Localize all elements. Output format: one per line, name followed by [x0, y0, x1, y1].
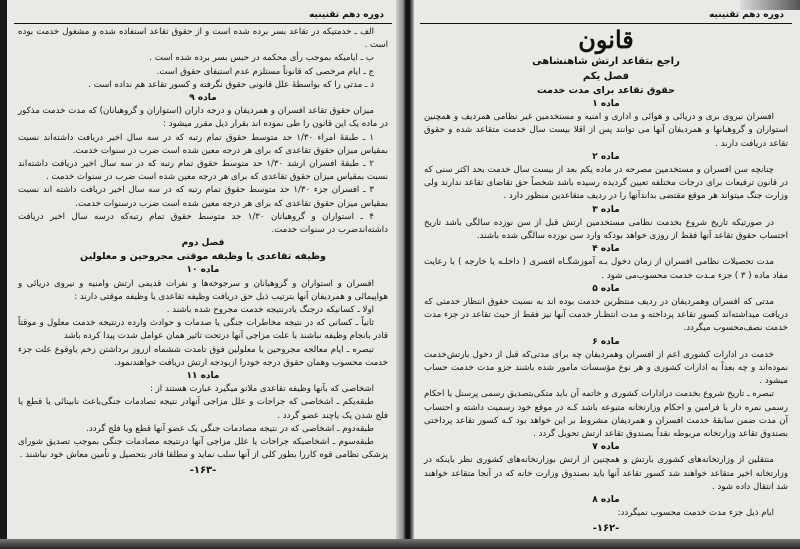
article-heading: ماده ۳ — [592, 204, 620, 215]
article-heading: فصل دوم — [181, 238, 225, 249]
paragraph: ب ـ ایامیکه بموجب رأی محکمه در حبس بسر برده شده است . — [149, 53, 374, 64]
page-number: -۱۶۲- — [592, 522, 620, 534]
document-title: قانون — [578, 25, 634, 54]
paragraph: تبصره ـ تاریخ شروع بخدمت درادارات کشوری و خاتمه آن باید متکی‌بتصدیق رسمی پرسنل یا احکام رسمی نمره دار یا فرامین و احکام وزارتخانه متبوعه باشد کـه در موقع خود رسمیت داشته و احتساب آن مدت ضمن سابقهٔ خدمت افسران و همردیفان مشروط بر این خواهد بود کـه کسور تقاعد پرداختی بصندوق تقاعد وزارتخانه مربوطه نقداً بصندوق تقاعد ارتش تحویل گردد . — [424, 389, 788, 440]
article-heading: ماده ۱ — [592, 99, 620, 109]
paragraph: طبقه‌سوم ـ اشخاصیکه جراحات یا علل مزاجی آنها درنتیجه مصادمات جنگی بموجب تصدیق شورای پزشکی نظامی قوه کاررا بطور کلی از آنها سلب نماید و مطلقا قادر بتحصیل و تأمین معاش خود نباشند . — [18, 437, 388, 461]
scan-edge-left — [0, 0, 7, 549]
page-content — [14, 26, 392, 463]
section-heading: حقوق تقاعد برای مدت خدمت — [537, 85, 675, 96]
article-heading: ماده ۵ — [592, 283, 620, 294]
paragraph: منتقلین از وزارتخانه‌های کشوری بارتش و همچنین از ارتش بوزارتخانه‌های کشوری نظر باینکه در وزارتخانه اخیر متقاعد خواهند شد کسور تقاعد آنها باید بصندوق وزارت خانه که در آنجا متقاعد خواهند شد انتقال داده شود . — [424, 455, 788, 492]
page-right — [420, 0, 792, 535]
subtitle: راجع بتقاعد ارتش شاهنشاهی — [532, 56, 680, 67]
article-heading: ماده ۶ — [592, 336, 620, 347]
paragraph: اولا ـ کسانیکه درجنگ یادرنتیجه خدمت مجروح شده باشند . — [166, 305, 374, 316]
article-heading: ماده ۸ — [592, 495, 620, 506]
paragraph: افسران نیروی بری و دریائی و هوائی و اداری و امنیه و مستخدمین غیر نظامی همردیف و همچنین استواران و گروهبانها و همردیفان آنها می توانند پس از اقلا بیست سال خدمت متقاعد شده و حقوق تقاعد دریافت دارند . — [424, 112, 788, 149]
scan-edge-bottom — [0, 539, 800, 549]
paragraph: ثانیاً ـ کسانی که در نتیجه مخاطرات جنگی یا صدمات و حوادث وارده درنتیجه خدمت معلول و موقتاً قادر بانجام وظیفه نباشند یا علت مزاجی آنها درتحت تاثیر همان عوامل شدت پیدا کرده باشد — [18, 318, 388, 342]
paragraph: خدمت در ادارات کشوری اعم از افسران وهمردیفان چه برای مدتی‌که قبل از دخول بارتش‌خدمت نموده‌اند و چه بعداً به ادارات کشوری و هر نوع مؤسسات مامور شده باشند جزو مدت خدمت حساب میشود . — [424, 349, 788, 387]
section-heading: وظیفه تقاعدی یا وظیفه موقتی مجروحین و معلولین — [80, 251, 326, 263]
book-gutter — [396, 0, 414, 549]
paragraph: اشخاصی که بآنها وظیفه تقاعدی ملاتو میگیرد عبارت هستند از : — [149, 384, 374, 395]
article-heading: ماده ۹ — [189, 93, 217, 104]
paragraph: تبصره ـ ایام معالجه مجروحین یا معلولین فوق تامدت ششماه ازروز برداشتن زخم یاوقوع علت جزء خدمت محسوب وهمان حقوق درجه خودرا ازبودجه ارتش دریافت خواهندنمود. — [18, 344, 388, 368]
paragraph: ۲ ـ طبقهٔ افسران ارشد ۱/۳۰ حد متوسط حقوق تمام رتبه که در سه سال اخیر دریافت داشته‌اند نسبت بمقیاس میزان حقوق تقاعدی که برای هر درجه معین شده است ضرب در سنوات خدمت . — [18, 159, 388, 183]
paragraph: مدت تحصیلات نظامی افسران از زمان دخول بـه آموزشگـاه افسری ( داخلـه یا خارجه ) با رعایت مفاد ماده ( ۳ ) جزء مـدت خدمت محسوب‌می شود . — [424, 257, 788, 281]
paragraph: در صورتیکه تاریخ شروع بخدمت نظامی مستخدمین ارتش قبل از سن نوزده سالگی باشد تاریخ احتساب حقوق تقاعد آنها فقط از روزی خواهد بودکه وارد سن نوزده سالگی شده باشند. — [424, 217, 788, 242]
paragraph: مدتی که افسران وهمردیفان در ردیف منتظرین خدمت بوده اند به نسبت حقوق انتظار خدمتی که دریافت میداشته‌اند کسور تقاعد پرداخته و مدت انتظـار خدمت آنها نیز فقط از حیث تقاعد در جزء مدت خدمت نصف‌محسوب میگردد. — [424, 297, 788, 334]
page-content — [420, 26, 792, 521]
paragraph: افسران و استواران و گروهبانان و سرجوخه‌ها و نفرات قدیمی ارتش وامنیه و نیروی دریائی و هواپیمائی و همردیفان آنها بترتیب ذیل حق دریافت وظیفه تقاعدی یا وظیفه موقتی دارند : — [18, 278, 388, 302]
paragraph: میزان حقوق تقاعد افسران و همردیفان و درجه داران (استواران و گروهبانان) که مدت خدمت مذکور در ماده یک این قانون را طی نموده اند بقرار ذیل مقرر میشود : — [18, 106, 388, 130]
page-left — [14, 0, 392, 477]
article-heading: ماده ۱۰ — [186, 265, 220, 276]
paragraph: چنانچه سن افسران و مستخدمین مصرحه در ماده یکم بعد از بیست سال خدمت بحد اکثر سنی که در قانون ترفیعات برای درجات مختلفه تعیین گردیده رسیده باشد شخصاً حق تقاضای تقاعد ندارند ولی وزارت جنگ میتواند هر موقع مقتضی بداندآنها را در ردیف متقاعدین منظور دارد . — [424, 165, 788, 202]
page-number: -۱۶۳- — [189, 464, 217, 476]
article-heading: ماده ۴ — [592, 244, 620, 255]
paragraph: الف ـ خدمتیکه در تقاعد بسر برده شده است و از حقوق تقاعد استفاده شده و مشغول خدمت بوده است . — [18, 27, 388, 51]
article-heading: ماده ۷ — [592, 442, 620, 453]
paragraph: ایام ذیل جزء مدت خدمت محسوب نمیگردد: — [617, 508, 774, 519]
article-heading: ماده ۲ — [592, 151, 620, 162]
paragraph: ۳ ـ افسران جزء ۱/۳۰ حد متوسط حقوق تمام رتبه که در سه سال اخیر دریافت داشته اند نسبت بمقیاس میزان حقوق تقاعدی که برای هر درجه معین شده است ضرب درسنوات خدمت. — [18, 185, 388, 209]
paragraph: ج ـ ایام مرخصی که قانوناً مستلزم عدم استیفای حقوق است. — [156, 66, 374, 77]
running-header: دوره دهم تقنینیه — [420, 0, 792, 24]
paragraph: ۴ ـ استواران و گروهبانان ۱/۳۰ حد متوسط حقوق تمام رتبه‌که درسه سال اخیر دریافت داشته‌اندضرب در سنوات خدمت. — [18, 211, 388, 236]
paragraph: د ـ مدتی را که بواسطهٔ علل قانونی حقوق نگرفته و کسور تقاعد هم نداده است . — [88, 79, 374, 90]
paragraph: طبقه‌یکم ـ اشخاصی که جراحات و علل مزاجی آنهادر نتیجه تصادمات جنگی‌باعث نابینائی یا قطع یا فلج شدن یک یاچند عضو گردد . — [18, 397, 388, 421]
article-heading: ماده ۱۱ — [186, 371, 220, 382]
paragraph: ۱ ـ طبقهٔ امراء ۱/۳۰ حد متوسط حقوق تمام رتبه که در سه سال اخیر دریافت داشته‌اند نسبت بمقیاس میزان حقوق تقاعدی که برای هر درجه معین شده است ضرب در سنوات خدمت. — [18, 132, 388, 156]
running-header: دوره دهم تقنینیه — [14, 0, 392, 24]
paragraph: طبقه‌دوم ـ اشخاصی که در نتیجه مصادمات جنگی یک عضو آنها قطع ویا فلج گردد. — [86, 423, 374, 434]
subtitle: فصل یکم — [582, 71, 630, 82]
